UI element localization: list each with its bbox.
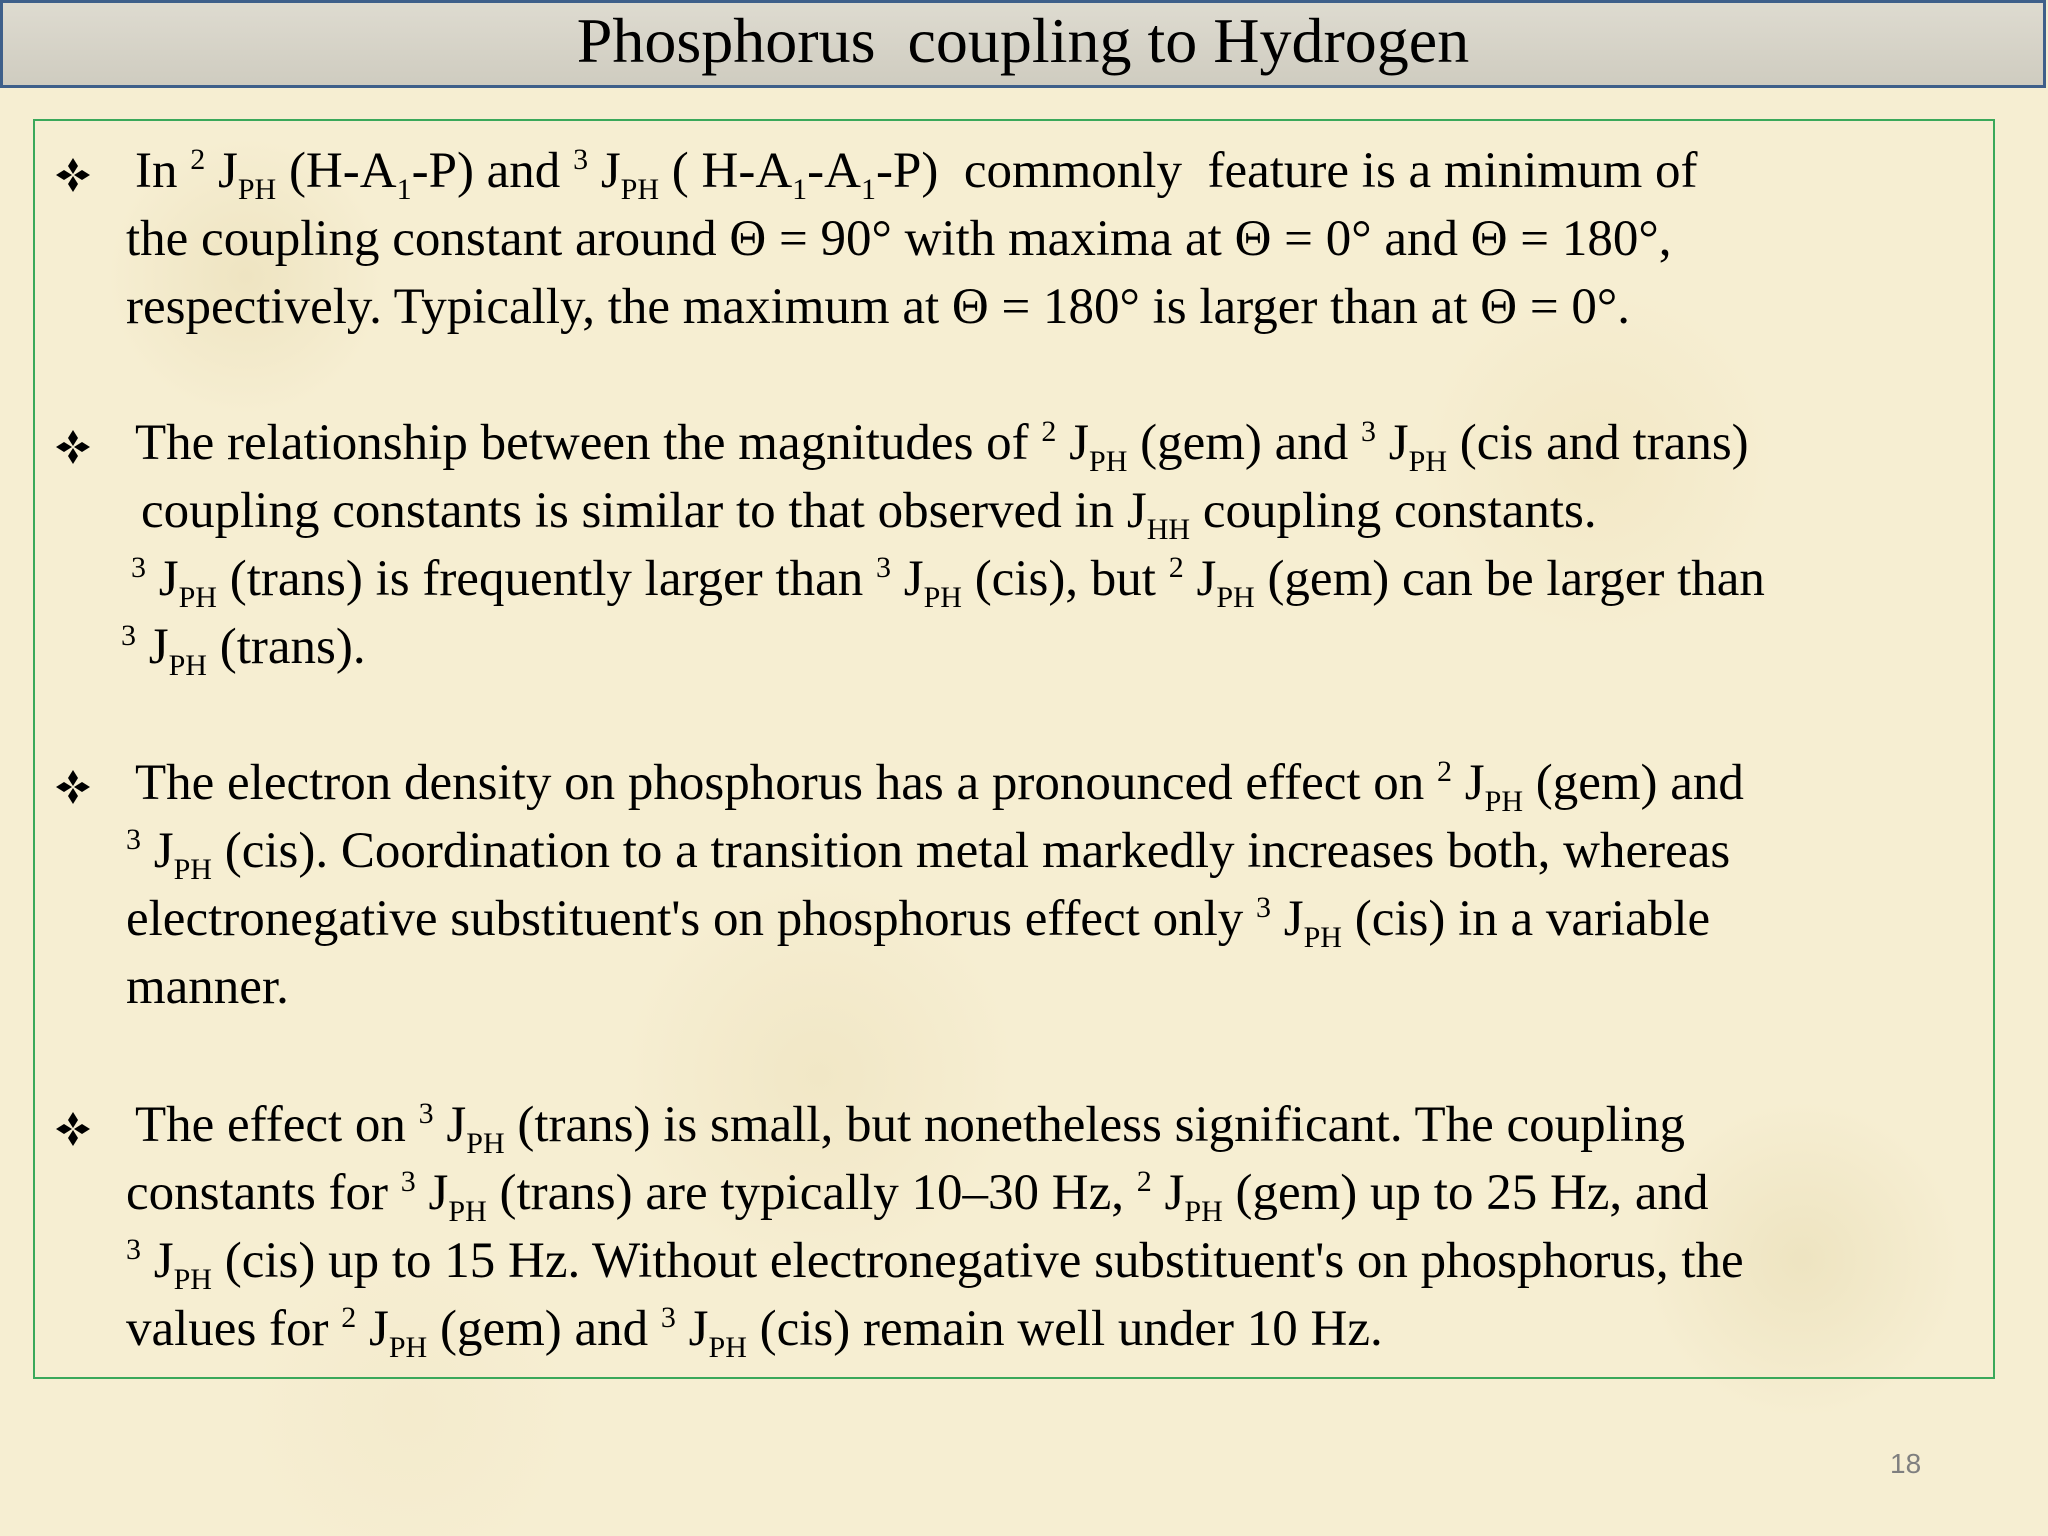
bullet-1-line-2: the coupling constant around Θ = 90° with maxima at Θ = 0° and Θ = 180°, xyxy=(126,211,1672,267)
four-diamond-icon xyxy=(55,769,91,805)
four-diamond-icon xyxy=(55,429,91,465)
four-diamond-icon xyxy=(55,157,91,193)
bullet-3-line-3: electronegative substituent's on phosphorus effect only $^3$ $J_{PH}$ (cis) in a variable xyxy=(126,891,1711,954)
four-diamond-icon xyxy=(55,1111,91,1147)
content-box xyxy=(33,119,1995,1379)
bullet-4-line-2: constants for $^3$ $J_{PH}$ (trans) are typically 10–30 Hz, $^2$ $J_{PH}$ (gem) up to 25 Hz, and xyxy=(126,1165,1709,1228)
bullet-4-line-4: values for $^2$ $J_{PH}$ (gem) and $^3$ $J_{PH}$ (cis) remain well under 10 Hz. xyxy=(126,1301,1383,1364)
bullet-2-line-2: coupling constants is similar to that observed in $J_{HH}$ coupling constants. xyxy=(141,483,1597,546)
slide-title: Phosphorus coupling to Hydrogen xyxy=(576,5,1470,76)
bullet-3-line-2: $^3$ $J_{PH}$ (cis). Coordination to a transition metal markedly increases both, whereas xyxy=(126,823,1731,886)
bullet-2-line-4: $^3$ $J_{PH}$ (trans). xyxy=(121,619,366,682)
bullet-1-line-1: In $^2$ $J_{PH}$ $(H-A_1-P)$ and $^3$ $J_{PH}$ ( $H-A_1-A_1-P$) commonly feature is a minimum of xyxy=(135,143,1698,206)
bullet-1-line-3: respectively. Typically, the maximum at Θ = 180° is larger than at Θ = 0°. xyxy=(126,279,1630,335)
page-number: 18 xyxy=(1890,1448,1922,1479)
bullet-2-line-3: $^3$ $J_{PH}$ (trans) is frequently larger than $^3$ $J_{PH}$ (cis), but $^2$ $J_{PH}$ (gem) can be larger than xyxy=(131,551,1765,614)
bullet-3-line-1: The electron density on phosphorus has a pronounced effect on $^2$ $J_{PH}$ (gem) and xyxy=(135,755,1744,818)
bullet-2-line-1: The relationship between the magnitudes of $^2$ $J_{PH}$ (gem) and $^3$ $J_{PH}$ (cis and trans) xyxy=(135,415,1749,478)
bullet-4-line-1: The effect on $^3$ $J_{PH}$ (trans) is small, but nonetheless significant. The coupling xyxy=(135,1097,1685,1160)
bullet-4-line-3: $^3$ $J_{PH}$ (cis) up to 15 Hz. Without electronegative substituent's on phosphorus, the xyxy=(126,1233,1744,1296)
slide-title-bar xyxy=(0,0,2046,88)
bullet-3-line-4: manner. xyxy=(126,959,289,1015)
